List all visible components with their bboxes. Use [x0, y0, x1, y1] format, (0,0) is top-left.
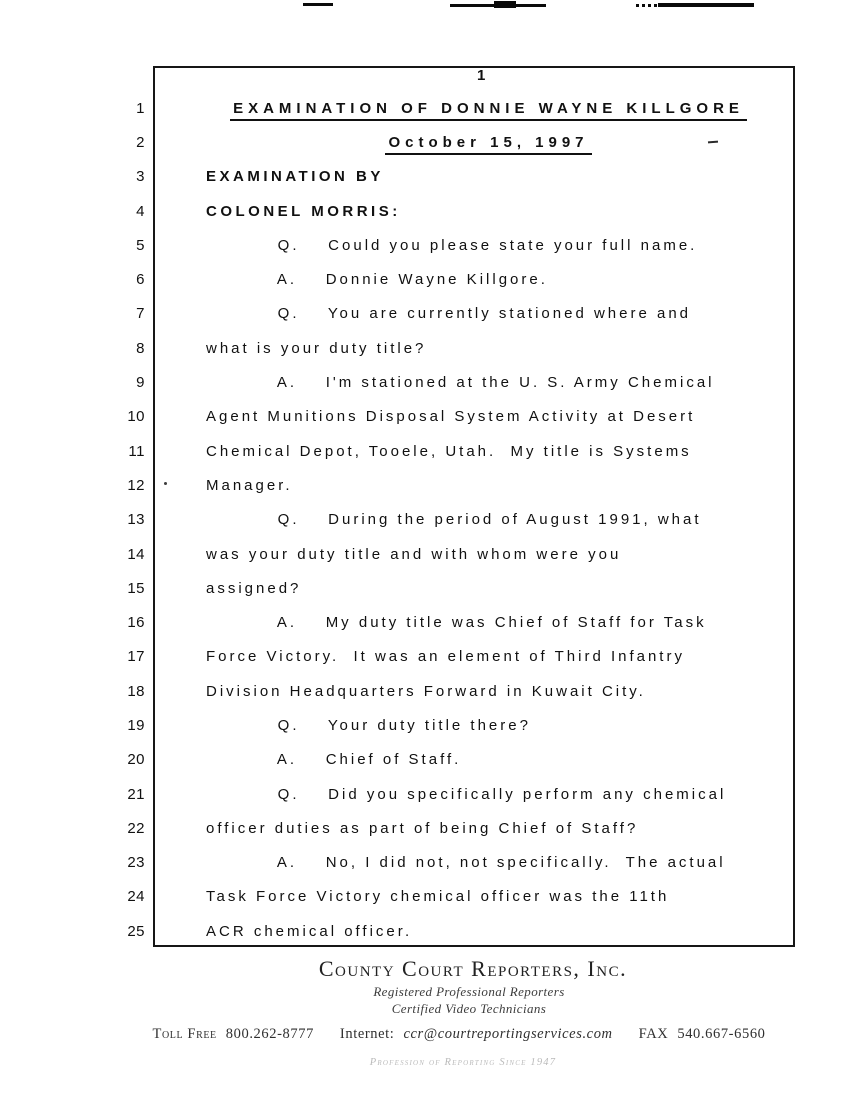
line-number: 3 [136, 168, 145, 186]
internet-address: ccr@courtreportingservices.com [403, 1026, 613, 1042]
transcript-line [0, 228, 795, 262]
line-text: officer duties as part of being Chief of Staff? [206, 819, 639, 837]
transcript-line [0, 262, 795, 296]
line-text: Q. Could you please state your full name. [206, 236, 698, 254]
line-number: 24 [127, 888, 145, 906]
transcript-line [0, 91, 795, 125]
line-number: 4 [136, 202, 145, 220]
transcript-line [0, 434, 795, 468]
line-text: Division Headquarters Forward in Kuwait City. [206, 682, 646, 700]
transcript-line [0, 331, 795, 365]
line-text: Q. Your duty title there? [206, 716, 531, 734]
line-number: 8 [136, 339, 145, 357]
line-text: Agent Munitions Disposal System Activity at Desert [206, 408, 696, 426]
scan-artifact [164, 482, 167, 485]
line-number: 12 [127, 476, 145, 494]
line-number: 7 [136, 305, 145, 323]
line-text: ACR chemical officer. [206, 922, 413, 940]
transcript-line [0, 503, 795, 537]
line-number: 25 [127, 922, 145, 940]
transcript-line [0, 777, 795, 811]
page-number: 1 [477, 67, 486, 84]
line-number: 5 [136, 236, 145, 254]
line-text: Chemical Depot, Tooele, Utah. My title is Systems [206, 442, 692, 460]
line-text: Q. During the period of August 1991, what [206, 511, 702, 529]
line-number: 20 [127, 751, 145, 769]
transcript-line [0, 605, 795, 639]
line-text: Task Force Victory chemical officer was the 11th [206, 888, 670, 906]
line-number: 9 [136, 374, 145, 392]
line-number: 2 [136, 133, 145, 151]
scan-artifact [494, 1, 516, 8]
contact-line [54, 1026, 850, 1043]
line-number: 13 [127, 511, 145, 529]
line-text: Manager. [206, 476, 293, 494]
scan-artifact [636, 4, 658, 7]
transcript-line [0, 846, 795, 880]
line-text: was your duty title and with whom were you [206, 545, 622, 563]
line-text: October 15, 1997 [194, 134, 783, 151]
firm-subtitle-1: Registered Professional Reporters [373, 984, 565, 999]
footer-slogan: Profession of Reporting Since 1947 [369, 1057, 557, 1068]
internet-label: Internet: [339, 1026, 395, 1042]
transcript-line [0, 194, 795, 228]
transcript-lines [0, 91, 795, 948]
line-number: 23 [127, 854, 145, 872]
transcript-line [0, 811, 795, 845]
transcript-line [0, 743, 795, 777]
transcript-line [0, 365, 795, 399]
line-text: A. My duty title was Chief of Staff for Task [206, 614, 707, 632]
transcript-line [0, 708, 795, 742]
transcript-line [0, 880, 795, 914]
transcript-line [0, 400, 795, 434]
line-text: COLONEL MORRIS: [206, 202, 401, 220]
fax-label: FAX [638, 1026, 669, 1042]
line-text: assigned? [206, 579, 302, 597]
line-text: EXAMINATION BY [206, 168, 384, 186]
line-text: A. Chief of Staff. [206, 751, 462, 769]
transcript-line [0, 640, 795, 674]
toll-free-label: Toll Free [152, 1026, 217, 1042]
transcript-line [0, 674, 795, 708]
transcript-line [0, 468, 795, 502]
line-number: 6 [136, 271, 145, 289]
transcript-line [0, 297, 795, 331]
fax-number: 540.667-6560 [677, 1026, 766, 1042]
transcript-line [0, 571, 795, 605]
line-number: 11 [128, 442, 145, 460]
footer [54, 956, 850, 1068]
scan-artifact [303, 3, 333, 6]
line-text: A. No, I did not, not specifically. The actual [206, 854, 726, 872]
line-number: 18 [127, 682, 145, 700]
line-number: 22 [127, 819, 145, 837]
line-text: Q. You are currently stationed where and [206, 305, 692, 323]
line-number: 21 [127, 785, 145, 803]
scan-artifact [658, 3, 754, 7]
line-number: 19 [127, 716, 145, 734]
toll-free-number: 800.262-8777 [225, 1026, 314, 1042]
firm-subtitle-2: Certified Video Technicians [391, 1001, 547, 1016]
line-text: A. I'm stationed at the U. S. Army Chemical [206, 374, 715, 392]
line-text: what is your duty title? [206, 339, 427, 357]
firm-name: County Court Reporters, Inc. [318, 956, 628, 981]
line-text: Q. Did you specifically perform any chemical [206, 785, 727, 803]
line-text: Force Victory. It was an element of Third Infantry [206, 648, 685, 666]
line-number: 16 [127, 614, 145, 632]
line-number: 15 [127, 579, 145, 597]
transcript-line [0, 914, 795, 948]
line-text: A. Donnie Wayne Killgore. [206, 271, 548, 289]
transcript-line [0, 160, 795, 194]
line-text: EXAMINATION OF DONNIE WAYNE KILLGORE [194, 100, 783, 117]
line-number: 1 [136, 99, 145, 117]
line-number: 10 [127, 408, 145, 426]
line-number: 14 [127, 545, 145, 563]
transcript-line [0, 125, 795, 159]
line-number: 17 [127, 648, 145, 666]
transcript-line [0, 537, 795, 571]
